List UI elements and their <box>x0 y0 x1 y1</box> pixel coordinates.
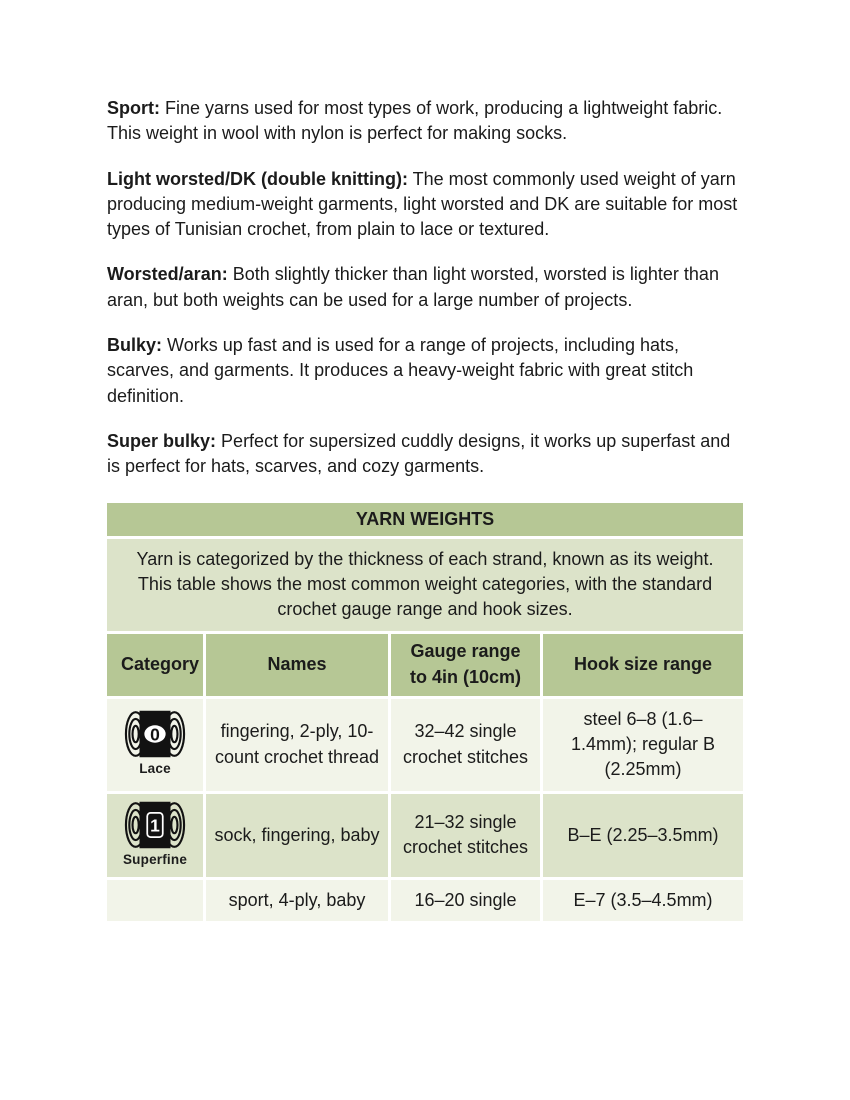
column-header-gauge-range: Gauge range to 4in (10cm) <box>391 634 540 696</box>
paragraph-bulky-lead: Bulky: <box>107 335 163 356</box>
hook-cell-fine: E–7 (3.5–4.5mm) <box>543 880 743 921</box>
category-cell-superfine <box>107 794 203 877</box>
names-cell-superfine: sock, fingering, baby <box>206 794 388 877</box>
gauge-cell-lace: 32–42 single crochet stitches <box>391 699 540 791</box>
yarn-weight-0-digit: 0 <box>150 724 160 745</box>
hook-cell-lace: steel 6–8 (1.6–1.4mm); regular B (2.25mm) <box>543 699 743 791</box>
column-header-hook-size-range: Hook size range <box>543 634 743 696</box>
paragraph-worsted-aran-body: Both slightly thicker than light worsted, worsted is lighter than aran, but both weights can be used for a large number of projects. <box>107 264 719 310</box>
column-header-names: Names <box>206 634 388 696</box>
gauge-cell-superfine: 21–32 single crochet stitches <box>391 794 540 877</box>
table-row-superfine <box>107 794 743 877</box>
yarn-skein-1-icon <box>124 800 186 850</box>
paragraph-sport-body: Fine yarns used for most types of work, producing a lightweight fabric. This weight in wool with nylon is perfect for making socks. <box>107 98 723 144</box>
yarn-weight-1-digit: 1 <box>150 814 160 835</box>
yarn-weight-0-symbol <box>124 709 186 777</box>
hook-cell-superfine: B–E (2.25–3.5mm) <box>543 794 743 877</box>
paragraph-worsted-aran <box>107 262 744 313</box>
names-cell-lace: fingering, 2-ply, 10-count crochet thread <box>206 699 388 791</box>
paragraph-light-worsted-dk <box>107 167 744 243</box>
table-row-lace <box>107 699 743 791</box>
table-title: YARN WEIGHTS <box>107 503 743 536</box>
paragraph-light-worsted-dk-lead: Light worsted/DK (double knitting): <box>107 168 408 189</box>
names-cell-fine: sport, 4-ply, baby <box>206 880 388 921</box>
yarn-weights-table <box>104 500 746 925</box>
yarn-weight-0-label: Lace <box>139 761 171 777</box>
table-description: Yarn is categorized by the thickness of each strand, known as its weight. This table shows the most common weight categories, with the standard crochet gauge range and hook sizes. <box>107 539 743 631</box>
yarn-skein-0-icon <box>124 709 186 759</box>
paragraph-sport-lead: Sport: <box>107 98 160 118</box>
table-header-row <box>107 634 743 696</box>
paragraph-super-bulky-lead: Super bulky: <box>107 430 217 451</box>
paragraph-sport <box>107 96 744 147</box>
yarn-weight-1-symbol <box>123 800 187 868</box>
gauge-cell-fine: 16–20 single <box>391 880 540 921</box>
paragraph-super-bulky <box>107 429 744 480</box>
table-title-row <box>107 503 743 536</box>
category-cell-empty <box>107 880 203 921</box>
yarn-weight-1-label: Superfine <box>122 851 188 867</box>
paragraph-light-worsted-dk-body: The most commonly used weight of yarn producing medium-weight garments, light worsted and DK are suitable for most types of Tunisian crochet, from plain to lace or textured. <box>107 168 738 240</box>
column-header-category: Category <box>107 634 203 696</box>
paragraph-super-bulky-body: Perfect for supersized cuddly designs, it works up superfast and is perfect for hats, scarves, and cozy garments. <box>107 430 731 477</box>
category-cell-lace <box>107 699 203 791</box>
table-row-fine <box>107 880 743 921</box>
table-description-row <box>107 539 743 631</box>
paragraph-worsted-aran-lead: Worsted/aran: <box>107 264 228 285</box>
paragraph-bulky <box>107 333 744 409</box>
paragraph-bulky-body: Works up fast and is used for a range of projects, including hats, scarves, and garments. It produces a heavy-weight fabric with great stitch definition. <box>107 335 694 406</box>
